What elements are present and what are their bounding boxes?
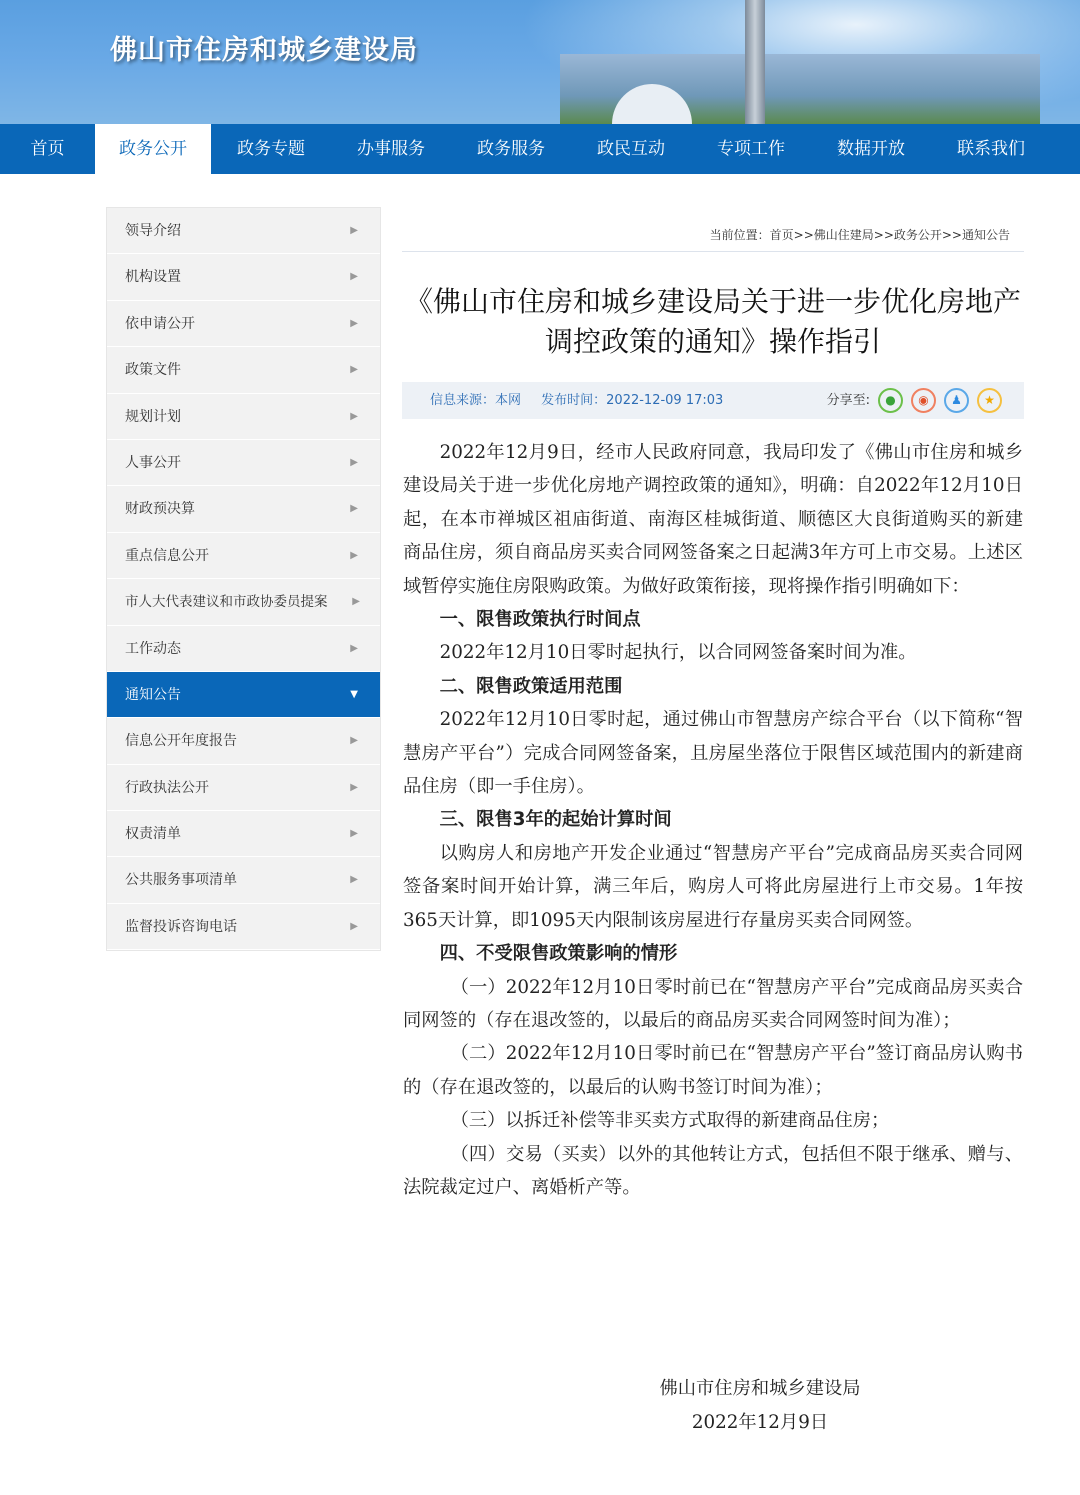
sidebar-item-label: 机构设置 [125, 269, 181, 286]
caret-right-icon: ▶ [350, 271, 358, 283]
paragraph: 以购房人和房地产开发企业通过“智慧房产平台”完成商品房买卖合同网签备案时间开始计算，满三年后，购房人可将此房屋进行上市交易。1年按365天计算，即1095天内限制该房屋进行存量房买卖合同网签。 [403, 842, 1023, 931]
sidebar-item[interactable] [107, 533, 380, 579]
nav-item[interactable]: 政务服务 [477, 139, 545, 159]
caret-right-icon: ▶ [350, 503, 358, 515]
sidebar-item-label: 财政预决算 [125, 501, 195, 518]
signature [560, 1372, 960, 1440]
caret-right-icon: ▶ [350, 364, 358, 376]
article-meta [402, 382, 1024, 419]
caret-right-icon: ▶ [350, 642, 358, 654]
sidebar-item-label: 市人大代表建议和市政协委员提案 [125, 594, 328, 611]
paragraph: （二）2022年12月10日零时前已在“智慧房产平台”签订商品房认购书的（存在退改签的，以最后的认购书签订时间为准）； [403, 1043, 1023, 1098]
sidebar-item[interactable] [107, 440, 380, 486]
caret-right-icon: ▶ [350, 456, 358, 468]
section-heading: 一、限售政策执行时间点 [439, 609, 641, 631]
sidebar-item[interactable] [107, 394, 380, 440]
page-title [402, 282, 1024, 362]
section-heading: 二、限售政策适用范围 [439, 675, 623, 697]
sidebar-item-label: 规划计划 [125, 408, 181, 425]
sidebar-item-label: 通知公告 [125, 686, 181, 703]
signature-org: 佛山市住房和城乡建设局 [659, 1378, 861, 1399]
caret-right-icon: ▶ [350, 828, 358, 840]
paragraph: （四）交易（买卖）以外的其他转让方式，包括但不限于继承、赠与、法院裁定过户、离婚析产等。 [403, 1143, 1023, 1198]
sidebar-item[interactable] [107, 811, 380, 857]
caret-right-icon: ▶ [352, 596, 360, 608]
nav-item[interactable]: 首页 [30, 139, 65, 159]
sidebar-item[interactable] [107, 904, 380, 950]
title-line: 《佛山市住房和城乡建设局关于进一步优化房地产 [404, 285, 1021, 318]
sidebar-item[interactable] [107, 672, 380, 718]
paragraph: （三）以拆迁补偿等非买卖方式取得的新建商品住房； [450, 1110, 890, 1132]
caret-right-icon: ▶ [350, 735, 358, 747]
sidebar-item[interactable] [107, 254, 380, 300]
sidebar-item-label: 依申请公开 [125, 315, 195, 332]
section-heading: 四、不受限售政策影响的情形 [439, 943, 678, 965]
sidebar-item-label: 信息公开年度报告 [125, 733, 237, 750]
divider [402, 251, 1024, 252]
sidebar-item[interactable] [107, 626, 380, 672]
sidebar [106, 207, 381, 951]
publish-time: 发布时间：2022-12-09 17:03 [541, 393, 724, 408]
site-logo[interactable]: 佛山市住房和城乡建设局 [110, 35, 418, 66]
nav-item[interactable]: 政务专题 [237, 139, 305, 159]
sidebar-item[interactable] [107, 347, 380, 393]
sidebar-item-label: 人事公开 [125, 454, 181, 471]
sidebar-item[interactable] [107, 857, 380, 903]
caret-right-icon: ▶ [350, 410, 358, 422]
section-heading: 三、限售3年的起始计算时间 [439, 809, 672, 831]
main-nav [0, 124, 1080, 174]
info-source: 信息来源：本网 [430, 393, 522, 408]
header-banner [0, 0, 1080, 124]
paragraph: 2022年12月9日，经市人民政府同意，我局印发了《佛山市住房和城乡建设局关于进一步优化房地产调控政策的通知》，明确：自2022年12月10日起，在本市禅城区祖庙街道、南海区桂城街道、顺德区大良街道购买的新建商品住房，须自商品房买卖合同网签备案之日起满3年方可上市交易。上述区域暂停实施住房限购政策。为做好政策衔接，现将操作指引明确如下： [403, 442, 1023, 597]
nav-item[interactable]: 联系我们 [957, 139, 1025, 159]
signature-date: 2022年12月9日 [691, 1412, 829, 1433]
title-line: 调控政策的通知》操作指引 [544, 325, 881, 358]
sidebar-item-label: 工作动态 [125, 640, 181, 657]
paragraph: （一）2022年12月10日零时前已在“智慧房产平台”完成商品房买卖合同网签的（存在退改签的，以最后的商品房买卖合同网签时间为准）； [403, 976, 1023, 1031]
nav-item[interactable]: 政务公开 [95, 124, 211, 174]
banner-tower [745, 0, 765, 124]
paragraph: 2022年12月10日零时起执行，以合同网签备案时间为准。 [439, 642, 917, 664]
sidebar-item[interactable] [107, 718, 380, 764]
sidebar-item[interactable] [107, 579, 380, 625]
share-bar [827, 382, 1002, 419]
article-body [403, 436, 1023, 1204]
caret-right-icon: ▶ [350, 225, 358, 236]
caret-right-icon: ▶ [350, 920, 358, 932]
caret-right-icon: ▶ [350, 317, 358, 329]
sidebar-item[interactable] [107, 486, 380, 532]
qq-icon[interactable]: ♟ [944, 388, 969, 413]
nav-item[interactable]: 政民互动 [597, 139, 665, 159]
sidebar-item-label: 重点信息公开 [125, 547, 209, 564]
qzone-star-icon[interactable]: ★ [977, 388, 1002, 413]
caret-right-icon: ▶ [350, 781, 358, 793]
sidebar-item-label: 公共服务事项清单 [125, 872, 237, 889]
paragraph: 2022年12月10日零时起，通过佛山市智慧房产综合平台（以下简称“智慧房产平台”）完成合同网签备案，且房屋坐落位于限售区域范围内的新建商品住房（即一手住房）。 [403, 709, 1023, 798]
weibo-icon[interactable]: ◉ [911, 388, 936, 413]
sidebar-item[interactable] [107, 208, 380, 254]
sidebar-item-label: 领导介绍 [125, 223, 181, 239]
sidebar-item-label: 政策文件 [125, 362, 181, 379]
nav-item[interactable]: 数据开放 [837, 139, 905, 159]
caret-right-icon: ▶ [350, 549, 358, 561]
nav-item[interactable]: 专项工作 [717, 139, 785, 159]
share-label: 分享至: [826, 393, 870, 408]
caret-right-icon: ▶ [350, 874, 358, 886]
sidebar-item[interactable] [107, 765, 380, 811]
sidebar-item-label: 权责清单 [125, 826, 181, 843]
nav-item[interactable]: 办事服务 [357, 139, 425, 159]
wechat-icon[interactable]: ● [878, 388, 903, 413]
sidebar-item-label: 监督投诉咨询电话 [125, 918, 237, 935]
breadcrumb: 当前位置：首页>>佛山住建局>>政务公开>>通知公告 [709, 228, 1010, 242]
sidebar-item-label: 行政执法公开 [125, 779, 209, 796]
caret-down-icon: ▼ [350, 688, 358, 700]
sidebar-item[interactable] [107, 301, 380, 347]
